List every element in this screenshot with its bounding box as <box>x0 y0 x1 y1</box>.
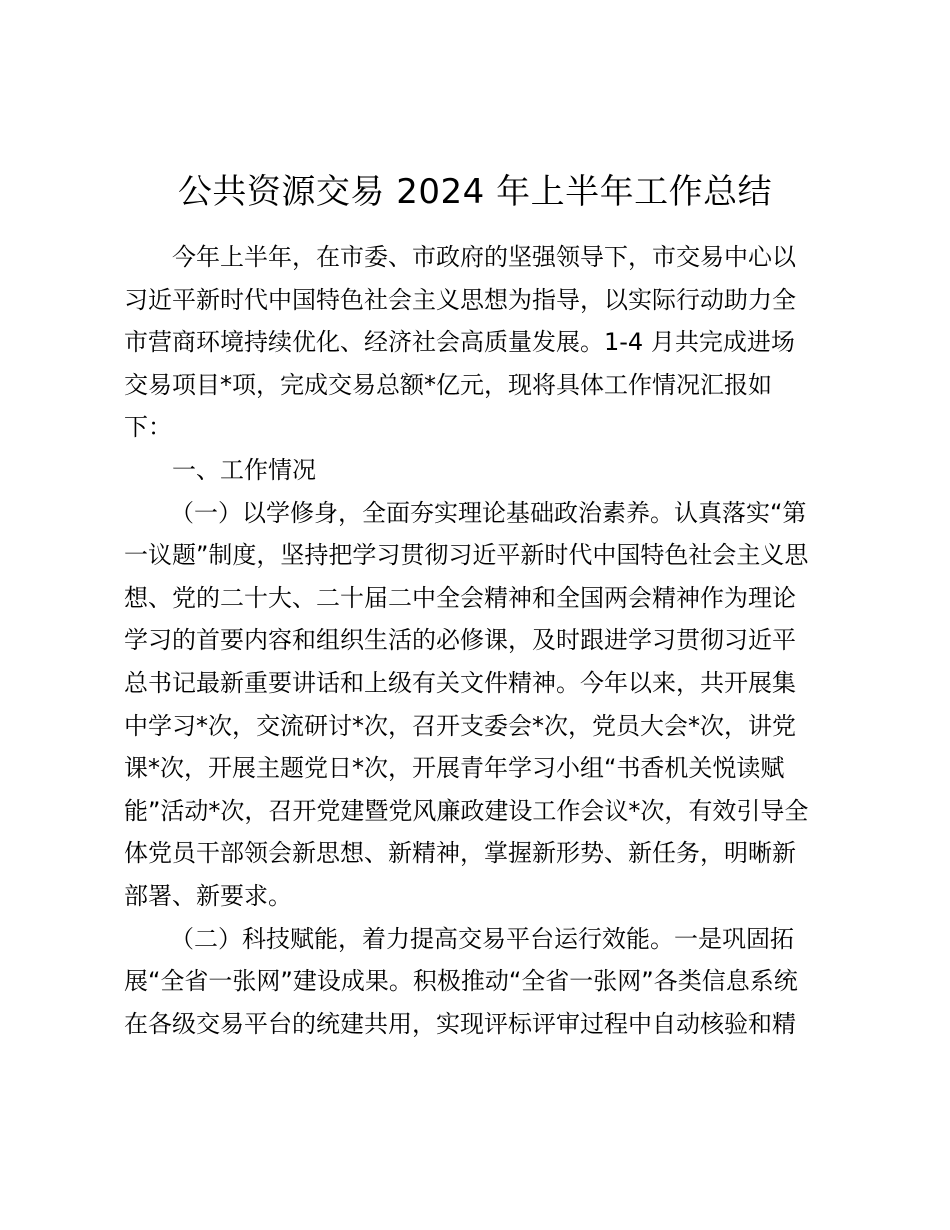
paragraph-line: 下： <box>124 413 172 442</box>
paragraph-line: 体党员干部领会新思想、新精神，掌握新形势、新任务，明晰新 <box>124 839 796 868</box>
paragraph-line: 总书记最新重要讲话和上级有关文件精神。今年以来，共开展集 <box>124 668 796 697</box>
paragraph-line: （二）科技赋能，着力提高交易平台运行效能。一是巩固拓 <box>170 924 794 953</box>
document-title: 公共资源交易 2024 年上半年工作总结 <box>177 172 773 212</box>
paragraph-line: 能”活动*次，召开党建暨党风廉政建设工作会议*次，有效引导全 <box>124 796 809 825</box>
document-body <box>124 236 836 1045</box>
paragraph-line: 在各级交易平台的统建共用，实现评标评审过程中自动核验和精 <box>124 1009 796 1038</box>
paragraph-line: 市营商环境持续优化、经济社会高质量发展。1-4 月共完成进场 <box>124 328 795 357</box>
paragraph-line: 中学习*次，交流研讨*次，召开支委会*次，党员大会*次，讲党 <box>124 711 796 740</box>
paragraph-line: 交易项目*项，完成交易总额*亿元，现将具体工作情况汇报如 <box>124 370 772 399</box>
paragraph-line: 课*次，开展主题党日*次，开展青年学习小组“书香机关悦读赋 <box>124 754 785 783</box>
paragraph-line: 想、党的二十大、二十届二中全会精神和全国两会精神作为理论 <box>124 583 796 612</box>
section-heading: 一、工作情况 <box>172 455 316 484</box>
paragraph-line: 一议题”制度，坚持把学习贯彻习近平新时代中国特色社会主义思 <box>124 541 809 570</box>
paragraph-line: 部署、新要求。 <box>124 881 292 910</box>
paragraph-line: 习近平新时代中国特色社会主义思想为指导，以实际行动助力全 <box>124 285 796 314</box>
paragraph-line: 展“全省一张网”建设成果。积极推动“全省一张网”各类信息系统 <box>124 967 798 996</box>
paragraph-line: 学习的首要内容和组织生活的必修课，及时跟进学习贯彻习近平 <box>124 626 796 655</box>
paragraph-line: （一）以学修身，全面夯实理论基础政治素养。认真落实“第 <box>170 498 807 527</box>
paragraph-line: 今年上半年，在市委、市政府的坚强领导下，市交易中心以 <box>172 243 796 271</box>
